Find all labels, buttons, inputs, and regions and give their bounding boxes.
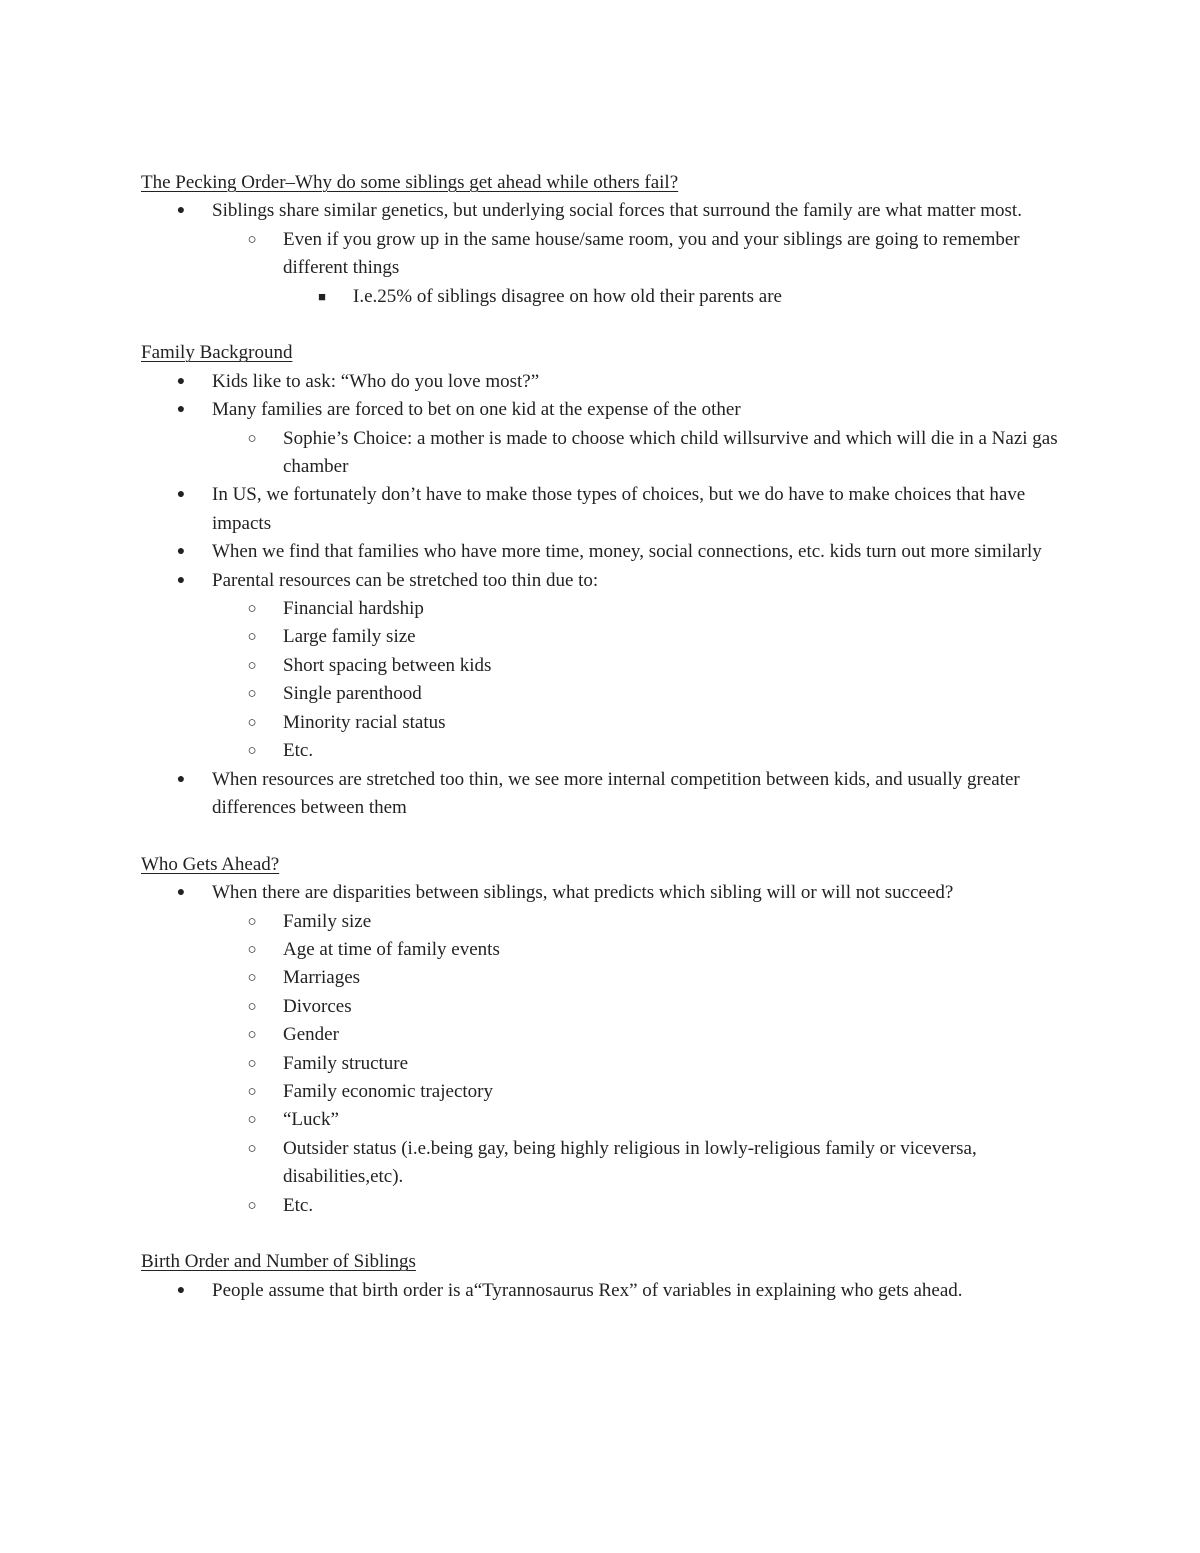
list-item: ● Parental resources can be stretched too thin due to: xyxy=(141,567,1061,595)
hollow-circle-bullet-icon: ○ xyxy=(247,970,257,987)
list-item: ● Many families are forced to bet on one kid at the expense of the other xyxy=(141,396,1061,424)
hollow-circle-bullet-icon: ○ xyxy=(247,657,257,674)
filled-circle-bullet-icon: ● xyxy=(176,203,186,219)
hollow-circle-bullet-icon: ○ xyxy=(247,629,257,646)
list-item: ○ Single parenthood xyxy=(141,680,1061,708)
hollow-circle-bullet-icon: ○ xyxy=(247,941,257,958)
list-item: ● When there are disparities between siblings, what predicts which sibling will or will not succeed? xyxy=(141,879,1061,907)
section-heading: Birth Order and Number of Siblings xyxy=(141,1251,416,1273)
list-item: ○ Family structure xyxy=(141,1050,1061,1078)
filled-circle-bullet-icon: ● xyxy=(176,885,186,901)
list-item: ○ Even if you grow up in the same house/same room, you and your siblings are going to remember different things xyxy=(141,226,1061,283)
hollow-circle-bullet-icon: ○ xyxy=(247,913,257,930)
section-spacer xyxy=(141,311,1061,339)
filled-circle-bullet-icon: ● xyxy=(176,373,186,389)
list-item: ● When resources are stretched too thin, we see more internal competition between kids, and usually greater differences between them xyxy=(141,766,1061,823)
list-item: ○ Etc. xyxy=(141,1192,1061,1220)
section-spacer xyxy=(141,1220,1061,1248)
hollow-circle-bullet-icon: ○ xyxy=(247,1197,257,1214)
hollow-circle-bullet-icon: ○ xyxy=(247,430,257,447)
filled-circle-bullet-icon: ● xyxy=(176,771,186,787)
hollow-circle-bullet-icon: ○ xyxy=(247,231,257,248)
list-item: ○ Gender xyxy=(141,1021,1061,1049)
list-item: ○ Short spacing between kids xyxy=(141,652,1061,680)
hollow-circle-bullet-icon: ○ xyxy=(247,714,257,731)
list-item: ○ Family economic trajectory xyxy=(141,1078,1061,1106)
hollow-circle-bullet-icon: ○ xyxy=(247,686,257,703)
filled-circle-bullet-icon: ● xyxy=(176,572,186,588)
list-item: ○ Sophie’s Choice: a mother is made to choose which child willsurvive and which will die in a Nazi gas chamber xyxy=(141,425,1061,482)
list-item: ○ Outsider status (i.e.being gay, being highly religious in lowly-religious family or viceversa, disabilities,etc). xyxy=(141,1135,1061,1192)
list-item: ○ Age at time of family events xyxy=(141,936,1061,964)
list-item: ○ Large family size xyxy=(141,623,1061,651)
hollow-circle-bullet-icon: ○ xyxy=(247,1140,257,1157)
section-heading: The Pecking Order–Why do some siblings get ahead while others fail? xyxy=(141,172,679,193)
hollow-circle-bullet-icon: ○ xyxy=(247,1027,257,1044)
hollow-circle-bullet-icon: ○ xyxy=(247,1055,257,1072)
filled-circle-bullet-icon: ● xyxy=(176,544,186,560)
document-content xyxy=(141,169,1061,1305)
hollow-circle-bullet-icon: ○ xyxy=(247,998,257,1015)
section-spacer xyxy=(141,822,1061,850)
hollow-circle-bullet-icon: ○ xyxy=(247,743,257,760)
list-item: ● Siblings share similar genetics, but underlying social forces that surround the family are what matter most. xyxy=(141,197,1061,225)
list-item: ● When we find that families who have more time, money, social connections, etc. kids turn out more similarly xyxy=(141,538,1061,566)
hollow-circle-bullet-icon: ○ xyxy=(247,1083,257,1100)
list-item: ● Kids like to ask: “Who do you love most?” xyxy=(141,368,1061,396)
hollow-circle-bullet-icon: ○ xyxy=(247,601,257,618)
filled-circle-bullet-icon: ● xyxy=(176,1282,186,1298)
filled-square-bullet-icon: ■ xyxy=(318,288,326,304)
list-item: ● People assume that birth order is a“Tyrannosaurus Rex” of variables in explaining who gets ahead. xyxy=(141,1277,1061,1305)
list-item: ○ Minority racial status xyxy=(141,709,1061,737)
hollow-circle-bullet-icon: ○ xyxy=(247,1112,257,1129)
list-item: ○ “Luck” xyxy=(141,1106,1061,1134)
section-heading: Who Gets Ahead? xyxy=(141,853,280,875)
list-item: ○ Divorces xyxy=(141,993,1061,1021)
filled-circle-bullet-icon: ● xyxy=(176,487,186,503)
list-item: ● In US, we fortunately don’t have to make those types of choices, but we do have to make choices that have impacts xyxy=(141,481,1061,538)
list-item: ○ Financial hardship xyxy=(141,595,1061,623)
list-item: ○ Marriages xyxy=(141,964,1061,992)
list-item: ○ Family size xyxy=(141,908,1061,936)
list-item: ■ I.e.25% of siblings disagree on how old their parents are xyxy=(141,283,1061,311)
section-heading: Family Background xyxy=(141,342,293,364)
list-item: ○ Etc. xyxy=(141,737,1061,765)
filled-circle-bullet-icon: ● xyxy=(176,402,186,418)
